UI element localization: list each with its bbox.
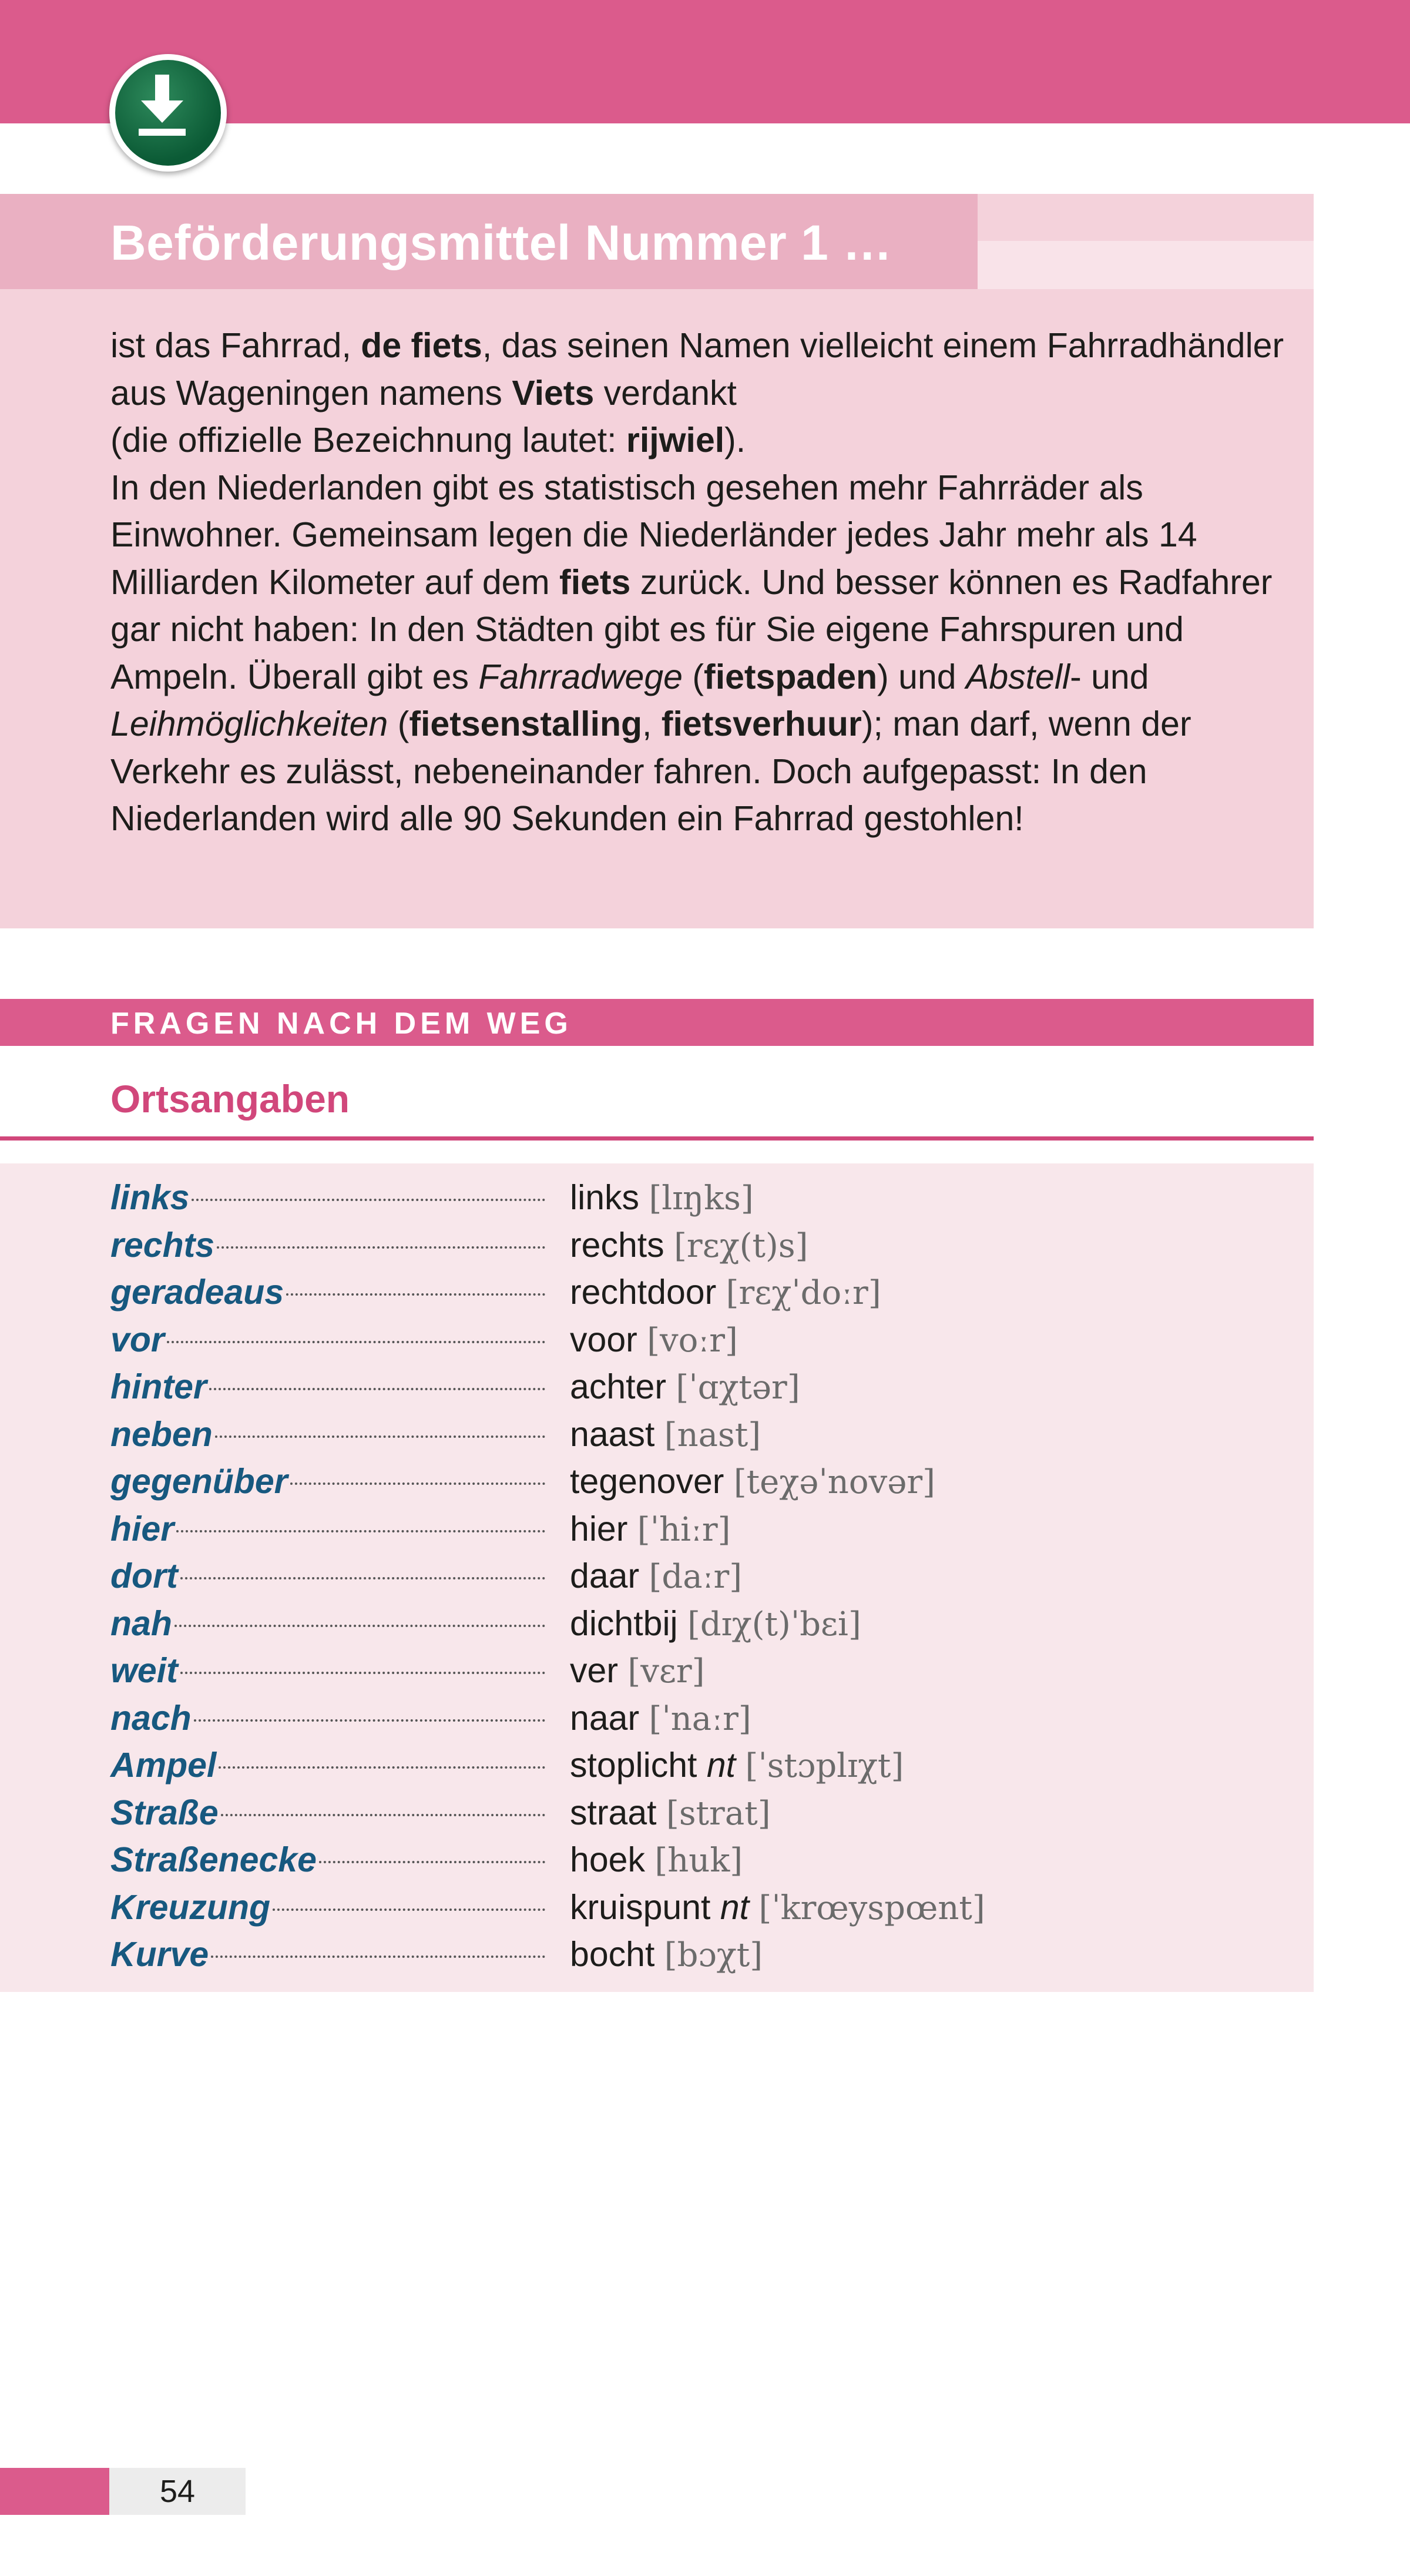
vocab-german-word: vor bbox=[110, 1320, 164, 1359]
infobox-text-run: (die offizielle Bezeichnung lautet: bbox=[110, 421, 626, 459]
vocab-dutch-word: stoplicht bbox=[570, 1746, 697, 1785]
vocab-dutch-word: straat bbox=[570, 1793, 657, 1832]
vocab-dutch bbox=[570, 1505, 731, 1554]
dot-leader bbox=[180, 1672, 545, 1674]
infobox-emphasis: Fahrradwege bbox=[478, 657, 683, 696]
vocab-row bbox=[0, 1742, 1314, 1789]
vocab-row bbox=[0, 1363, 1314, 1410]
vocab-dutch bbox=[570, 1789, 771, 1837]
section-label: FRAGEN NACH DEM WEG bbox=[110, 1007, 572, 1041]
vocab-dutch bbox=[570, 1600, 861, 1648]
infobox-term: fietsverhuur bbox=[661, 705, 862, 743]
subheading-rule bbox=[0, 1136, 1314, 1141]
vocab-dutch bbox=[570, 1647, 705, 1695]
vocab-dutch bbox=[570, 1222, 808, 1270]
vocab-row bbox=[0, 1931, 1314, 1978]
vocab-row bbox=[0, 1222, 1314, 1269]
vocab-german bbox=[110, 1742, 545, 1789]
download-icon bbox=[133, 75, 192, 139]
vocab-german-word: hier bbox=[110, 1509, 174, 1548]
infobox-term: rijwiel bbox=[626, 421, 725, 459]
vocab-gender: nt bbox=[720, 1887, 750, 1927]
infobox-text-run: , das seinen Namen vielleicht einem Fahrradhändler aus Wageningen namens bbox=[110, 326, 1284, 412]
dot-leader bbox=[209, 1388, 545, 1390]
vocab-dutch bbox=[570, 1836, 743, 1884]
vocab-dutch bbox=[570, 1742, 904, 1790]
vocab-german-word: links bbox=[110, 1178, 190, 1217]
vocab-pronunciation: [ˈhiːr] bbox=[637, 1510, 731, 1549]
subheading: Ortsangaben bbox=[110, 1077, 350, 1121]
vocab-german bbox=[110, 1695, 545, 1742]
infobox-text-run: ist das Fahrrad, bbox=[110, 326, 361, 365]
dot-leader bbox=[290, 1482, 545, 1485]
dot-leader bbox=[319, 1861, 545, 1863]
infobox-term: de fiets bbox=[361, 326, 482, 365]
vocab-german bbox=[110, 1505, 545, 1552]
vocab-german-word: nach bbox=[110, 1698, 192, 1738]
vocab-pronunciation: [ˈɑχtər] bbox=[676, 1368, 800, 1407]
infobox-emphasis: Leihmöglichkeiten bbox=[110, 705, 388, 743]
vocab-dutch-word: links bbox=[570, 1178, 640, 1217]
dot-leader bbox=[192, 1199, 545, 1201]
vocab-german bbox=[110, 1222, 545, 1269]
vocab-german bbox=[110, 1269, 545, 1316]
dot-leader bbox=[211, 1956, 545, 1958]
page-marker bbox=[0, 2468, 109, 2515]
dot-leader bbox=[180, 1577, 545, 1579]
vocab-pronunciation: [vɛr] bbox=[627, 1652, 705, 1690]
vocab-dutch-word: naast bbox=[570, 1414, 655, 1454]
vocab-dutch bbox=[570, 1316, 738, 1364]
vocab-pronunciation: [ˈstɔplɪχt] bbox=[745, 1747, 904, 1785]
vocab-dutch bbox=[570, 1931, 763, 1979]
vocab-german bbox=[110, 1316, 545, 1363]
vocab-dutch bbox=[570, 1363, 800, 1411]
infobox-text-run: - und bbox=[1070, 657, 1149, 696]
vocab-dutch-word: daar bbox=[570, 1557, 640, 1595]
vocab-german-word: Straßenecke bbox=[110, 1840, 317, 1879]
vocab-german bbox=[110, 1363, 545, 1410]
vocab-row bbox=[0, 1647, 1314, 1694]
download-button[interactable] bbox=[109, 54, 227, 172]
vocab-german bbox=[110, 1600, 545, 1647]
infobox-text-run: ) und bbox=[877, 657, 966, 696]
vocab-german-word: weit bbox=[110, 1651, 178, 1690]
infobox-text-run: ); man darf, wenn der Verkehr es zulässt, nebeneinander fahren. Doch aufgepasst: In den Niederlanden wird alle 90 Sekunden ein Fahrrad gestohlen! bbox=[110, 705, 1191, 838]
vocab-row bbox=[0, 1836, 1314, 1883]
vocab-pronunciation: [nast] bbox=[664, 1416, 761, 1454]
vocab-pronunciation: [ˈnaːr] bbox=[649, 1699, 751, 1738]
infobox-title: Beförderungsmittel Nummer 1 … bbox=[110, 215, 892, 270]
infobox-text-run: ( bbox=[683, 657, 704, 696]
vocab-row bbox=[0, 1552, 1314, 1599]
infobox-text-run: ). bbox=[724, 421, 746, 459]
vocab-gender: nt bbox=[706, 1746, 736, 1785]
dot-leader bbox=[286, 1293, 545, 1296]
vocab-german-word: hinter bbox=[110, 1367, 207, 1406]
vocab-pronunciation: [dɪχ(t)ˈbɛi] bbox=[687, 1605, 861, 1643]
vocab-german-word: geradeaus bbox=[110, 1273, 284, 1312]
vocab-pronunciation: [teχəˈnovər] bbox=[733, 1463, 935, 1501]
vocab-german bbox=[110, 1931, 545, 1978]
vocab-dutch-word: rechts bbox=[570, 1225, 664, 1264]
vocab-row bbox=[0, 1505, 1314, 1552]
vocab-dutch bbox=[570, 1884, 985, 1932]
vocab-dutch-word: achter bbox=[570, 1367, 666, 1406]
vocab-row bbox=[0, 1174, 1314, 1221]
vocab-dutch bbox=[570, 1458, 935, 1506]
infobox-tab-strip bbox=[978, 241, 1314, 289]
vocab-german-word: Kreuzung bbox=[110, 1887, 271, 1927]
infobox-term: fietsenstalling bbox=[409, 705, 643, 743]
vocab-german bbox=[110, 1552, 545, 1599]
dot-leader bbox=[176, 1530, 545, 1532]
vocab-german bbox=[110, 1836, 545, 1883]
vocab-german-word: rechts bbox=[110, 1225, 215, 1264]
vocab-dutch-word: tegenover bbox=[570, 1462, 724, 1501]
dot-leader bbox=[215, 1435, 545, 1438]
dot-leader bbox=[167, 1341, 545, 1343]
infobox-term: Viets bbox=[512, 373, 595, 412]
vocab-dutch-word: hoek bbox=[570, 1840, 645, 1879]
dot-leader bbox=[174, 1625, 545, 1627]
page-number: 54 bbox=[159, 2474, 196, 2509]
dot-leader bbox=[273, 1908, 545, 1911]
vocab-pronunciation: [rɛχ(t)s] bbox=[674, 1226, 808, 1265]
vocab-dutch-word: bocht bbox=[570, 1935, 655, 1974]
vocab-dutch bbox=[570, 1411, 761, 1459]
vocab-dutch bbox=[570, 1552, 742, 1601]
vocab-dutch-word: kruispunt bbox=[570, 1887, 711, 1927]
vocab-pronunciation: [lɪŋks] bbox=[649, 1179, 754, 1217]
vocab-pronunciation: [huk] bbox=[654, 1842, 743, 1880]
vocab-german-word: neben bbox=[110, 1414, 213, 1454]
infobox-text-run: verdankt bbox=[594, 373, 737, 412]
vocab-dutch-word: hier bbox=[570, 1509, 628, 1548]
vocab-german bbox=[110, 1458, 545, 1505]
infobox-term: fietspaden bbox=[704, 657, 878, 696]
vocab-german bbox=[110, 1884, 545, 1931]
infobox-term: fiets bbox=[559, 562, 631, 602]
vocab-row bbox=[0, 1316, 1314, 1363]
vocab-pronunciation: [rɛχˈdoːr] bbox=[726, 1274, 881, 1312]
vocab-row bbox=[0, 1695, 1314, 1742]
vocab-dutch bbox=[570, 1174, 754, 1222]
infobox-emphasis: Abstell bbox=[965, 657, 1070, 696]
vocab-dutch-word: naar bbox=[570, 1698, 640, 1738]
infobox-text-run: ( bbox=[388, 705, 409, 743]
infobox-text bbox=[110, 322, 1291, 843]
vocab-german-word: Straße bbox=[110, 1793, 219, 1832]
vocab-pronunciation: [voːr] bbox=[647, 1321, 738, 1360]
vocab-dutch bbox=[570, 1269, 881, 1317]
vocab-dutch-word: ver bbox=[570, 1651, 618, 1690]
vocab-german-word: dort bbox=[110, 1557, 178, 1595]
dot-leader bbox=[219, 1766, 545, 1769]
vocab-dutch-word: voor bbox=[570, 1320, 637, 1359]
dot-leader bbox=[221, 1814, 545, 1816]
dot-leader bbox=[194, 1719, 545, 1722]
vocab-german-word: gegenüber bbox=[110, 1462, 288, 1501]
vocab-german-word: Kurve bbox=[110, 1935, 209, 1974]
vocab-german bbox=[110, 1411, 545, 1458]
vocab-row bbox=[0, 1411, 1314, 1458]
vocab-row bbox=[0, 1458, 1314, 1505]
dot-leader bbox=[217, 1246, 545, 1249]
vocab-row bbox=[0, 1789, 1314, 1836]
vocab-dutch-word: dichtbij bbox=[570, 1604, 678, 1643]
vocab-dutch-word: rechtdoor bbox=[570, 1273, 717, 1312]
vocab-pronunciation: [daːr] bbox=[649, 1558, 743, 1596]
vocab-pronunciation: [strat] bbox=[666, 1794, 771, 1833]
infobox-text-run: zurück. Und besser können es Radfahrer gar nicht haben: In den Städten gibt es für Sie eigene Fahrspuren und Ampeln. Überall gibt es bbox=[110, 562, 1273, 696]
vocab-german bbox=[110, 1174, 545, 1221]
vocab-row bbox=[0, 1884, 1314, 1931]
infobox-text-run: , bbox=[642, 705, 662, 743]
vocab-german-word: nah bbox=[110, 1604, 172, 1643]
vocab-dutch bbox=[570, 1695, 751, 1743]
vocab-row bbox=[0, 1269, 1314, 1316]
vocab-row bbox=[0, 1600, 1314, 1647]
vocab-pronunciation: [bɔχt] bbox=[664, 1936, 763, 1974]
vocab-german bbox=[110, 1647, 545, 1694]
vocab-german-word: Ampel bbox=[110, 1746, 217, 1785]
vocab-german bbox=[110, 1789, 545, 1836]
infobox-text-run: In den Niederlanden gibt es statistisch gesehen mehr Fahrräder als Einwohner. Gemeinsam legen die Niederländer jedes Jahr mehr als 14 Milliarden Kilometer auf dem bbox=[110, 468, 1197, 602]
vocab-pronunciation: [ˈkrœyspœnt] bbox=[758, 1889, 985, 1927]
